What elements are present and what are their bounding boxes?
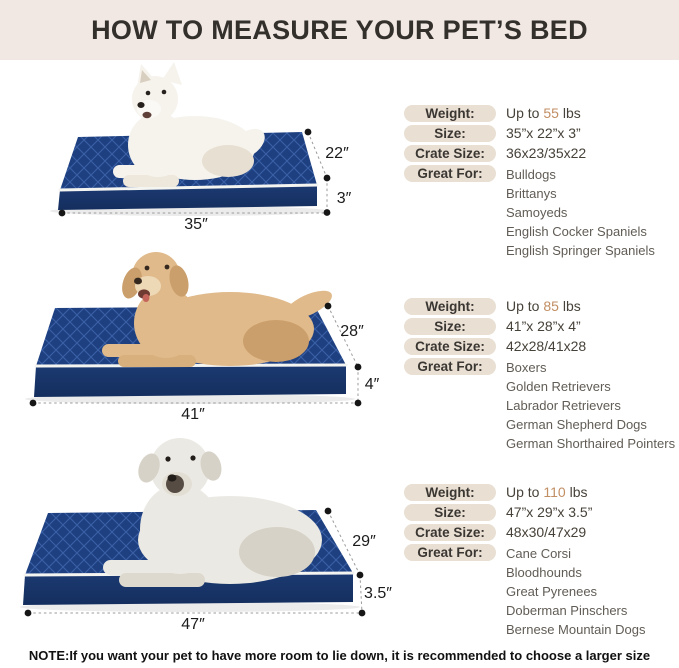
height-measure-line: [360, 575, 362, 613]
bed-scene-41in: [0, 240, 400, 430]
weight-row: [404, 484, 676, 501]
weight-number: 55: [543, 105, 559, 121]
great-for-label: Great For:: [404, 544, 496, 561]
width-measure-label: 35″: [184, 216, 208, 233]
weight-unit: lbs: [562, 298, 581, 314]
breed-item: Bulldogs: [506, 167, 556, 182]
crate-size-label: Crate Size:: [404, 145, 496, 162]
weight-number: 85: [543, 298, 559, 314]
crate-size-label: Crate Size:: [404, 338, 496, 355]
great-for-row: [404, 358, 676, 453]
weight-label: Weight:: [404, 105, 496, 122]
breed-item: Golden Retrievers: [506, 379, 611, 394]
size-label: Size:: [404, 318, 496, 335]
breed-list: [496, 358, 675, 453]
crate-size-row: [404, 145, 676, 162]
size-row: [404, 318, 676, 335]
weight-number: 110: [543, 484, 566, 500]
width-measure-label: 47″: [181, 616, 205, 630]
crate-size-value: 48x30/47x29: [506, 524, 587, 540]
header-band: [0, 0, 679, 60]
bed-front-face: [34, 365, 346, 397]
depth-measure-label: 22″: [325, 145, 349, 162]
size-advice-note: NOTE:If you want your pet to have more room to lie down, it is recommended to choose a larger size: [28, 648, 651, 663]
weight-value: [506, 298, 581, 315]
breed-list: [496, 165, 655, 260]
dog-nose: [137, 102, 144, 108]
depth-measure-label: 28″: [340, 323, 364, 340]
weight-unit: lbs: [569, 484, 588, 500]
weight-prefix: Up to: [506, 484, 540, 500]
breed-item: Cane Corsi: [506, 546, 572, 561]
depth-measure-label: 29″: [352, 533, 376, 550]
breed-list: [496, 544, 645, 639]
crate-size-row: [404, 524, 676, 541]
great-for-label: Great For:: [404, 358, 496, 375]
width-measure-label: 41″: [181, 406, 205, 423]
breed-item: Great Pyrenees: [506, 584, 598, 599]
size-value: 35”x 22”x 3”: [506, 125, 581, 141]
breed-item: Doberman Pinschers: [506, 603, 628, 618]
breed-item: Brittanys: [506, 186, 557, 201]
height-measure-label: 3.5″: [364, 585, 392, 602]
specs-panel-85lbs: [404, 298, 676, 456]
breed-item: Samoyeds: [506, 205, 568, 220]
breed-item: German Shorthaired Pointers: [506, 436, 676, 451]
weight-unit: lbs: [562, 105, 581, 121]
crate-size-label: Crate Size:: [404, 524, 496, 541]
breed-item: Boxers: [506, 360, 547, 375]
height-measure-label: 3″: [336, 190, 352, 207]
size-value: 47”x 29”x 3.5”: [506, 504, 593, 520]
weight-value: [506, 105, 581, 122]
dog-nose: [134, 278, 142, 285]
size-label: Size:: [404, 125, 496, 142]
breed-item: Labrador Retrievers: [506, 398, 621, 413]
weight-label: Weight:: [404, 298, 496, 315]
weight-label: Weight:: [404, 484, 496, 501]
specs-panel-55lbs: [404, 105, 676, 263]
great-for-row: [404, 544, 676, 639]
weight-row: [404, 298, 676, 315]
breed-item: English Springer Spaniels: [506, 243, 655, 258]
crate-size-value: 36x23/35x22: [506, 145, 587, 161]
bed-scene-35in: [0, 62, 400, 240]
bed-scene-47in: [0, 430, 400, 630]
great-for-row: [404, 165, 676, 260]
weight-row: [404, 105, 676, 122]
size-value: 41”x 28”x 4”: [506, 318, 581, 334]
weight-prefix: Up to: [506, 105, 540, 121]
crate-size-value: 42x28/41x28: [506, 338, 587, 354]
breed-item: Bernese Mountain Dogs: [506, 622, 646, 637]
size-row: [404, 504, 676, 521]
page-title: HOW TO MEASURE YOUR PET’S BED: [91, 14, 588, 45]
samoyed-dog-illustration: [113, 62, 270, 187]
breed-item: Bloodhounds: [506, 565, 582, 580]
crate-size-row: [404, 338, 676, 355]
breed-item: German Shepherd Dogs: [506, 417, 647, 432]
size-label: Size:: [404, 504, 496, 521]
specs-panel-110lbs: [404, 484, 676, 642]
breed-item: English Cocker Spaniels: [506, 224, 647, 239]
dog-nose: [168, 474, 177, 481]
weight-value: [506, 484, 587, 501]
golden-retriever-dog-illustration: [102, 252, 336, 367]
size-row: [404, 125, 676, 142]
weight-prefix: Up to: [506, 298, 540, 314]
great-for-label: Great For:: [404, 165, 496, 182]
height-measure-label: 4″: [364, 376, 380, 393]
